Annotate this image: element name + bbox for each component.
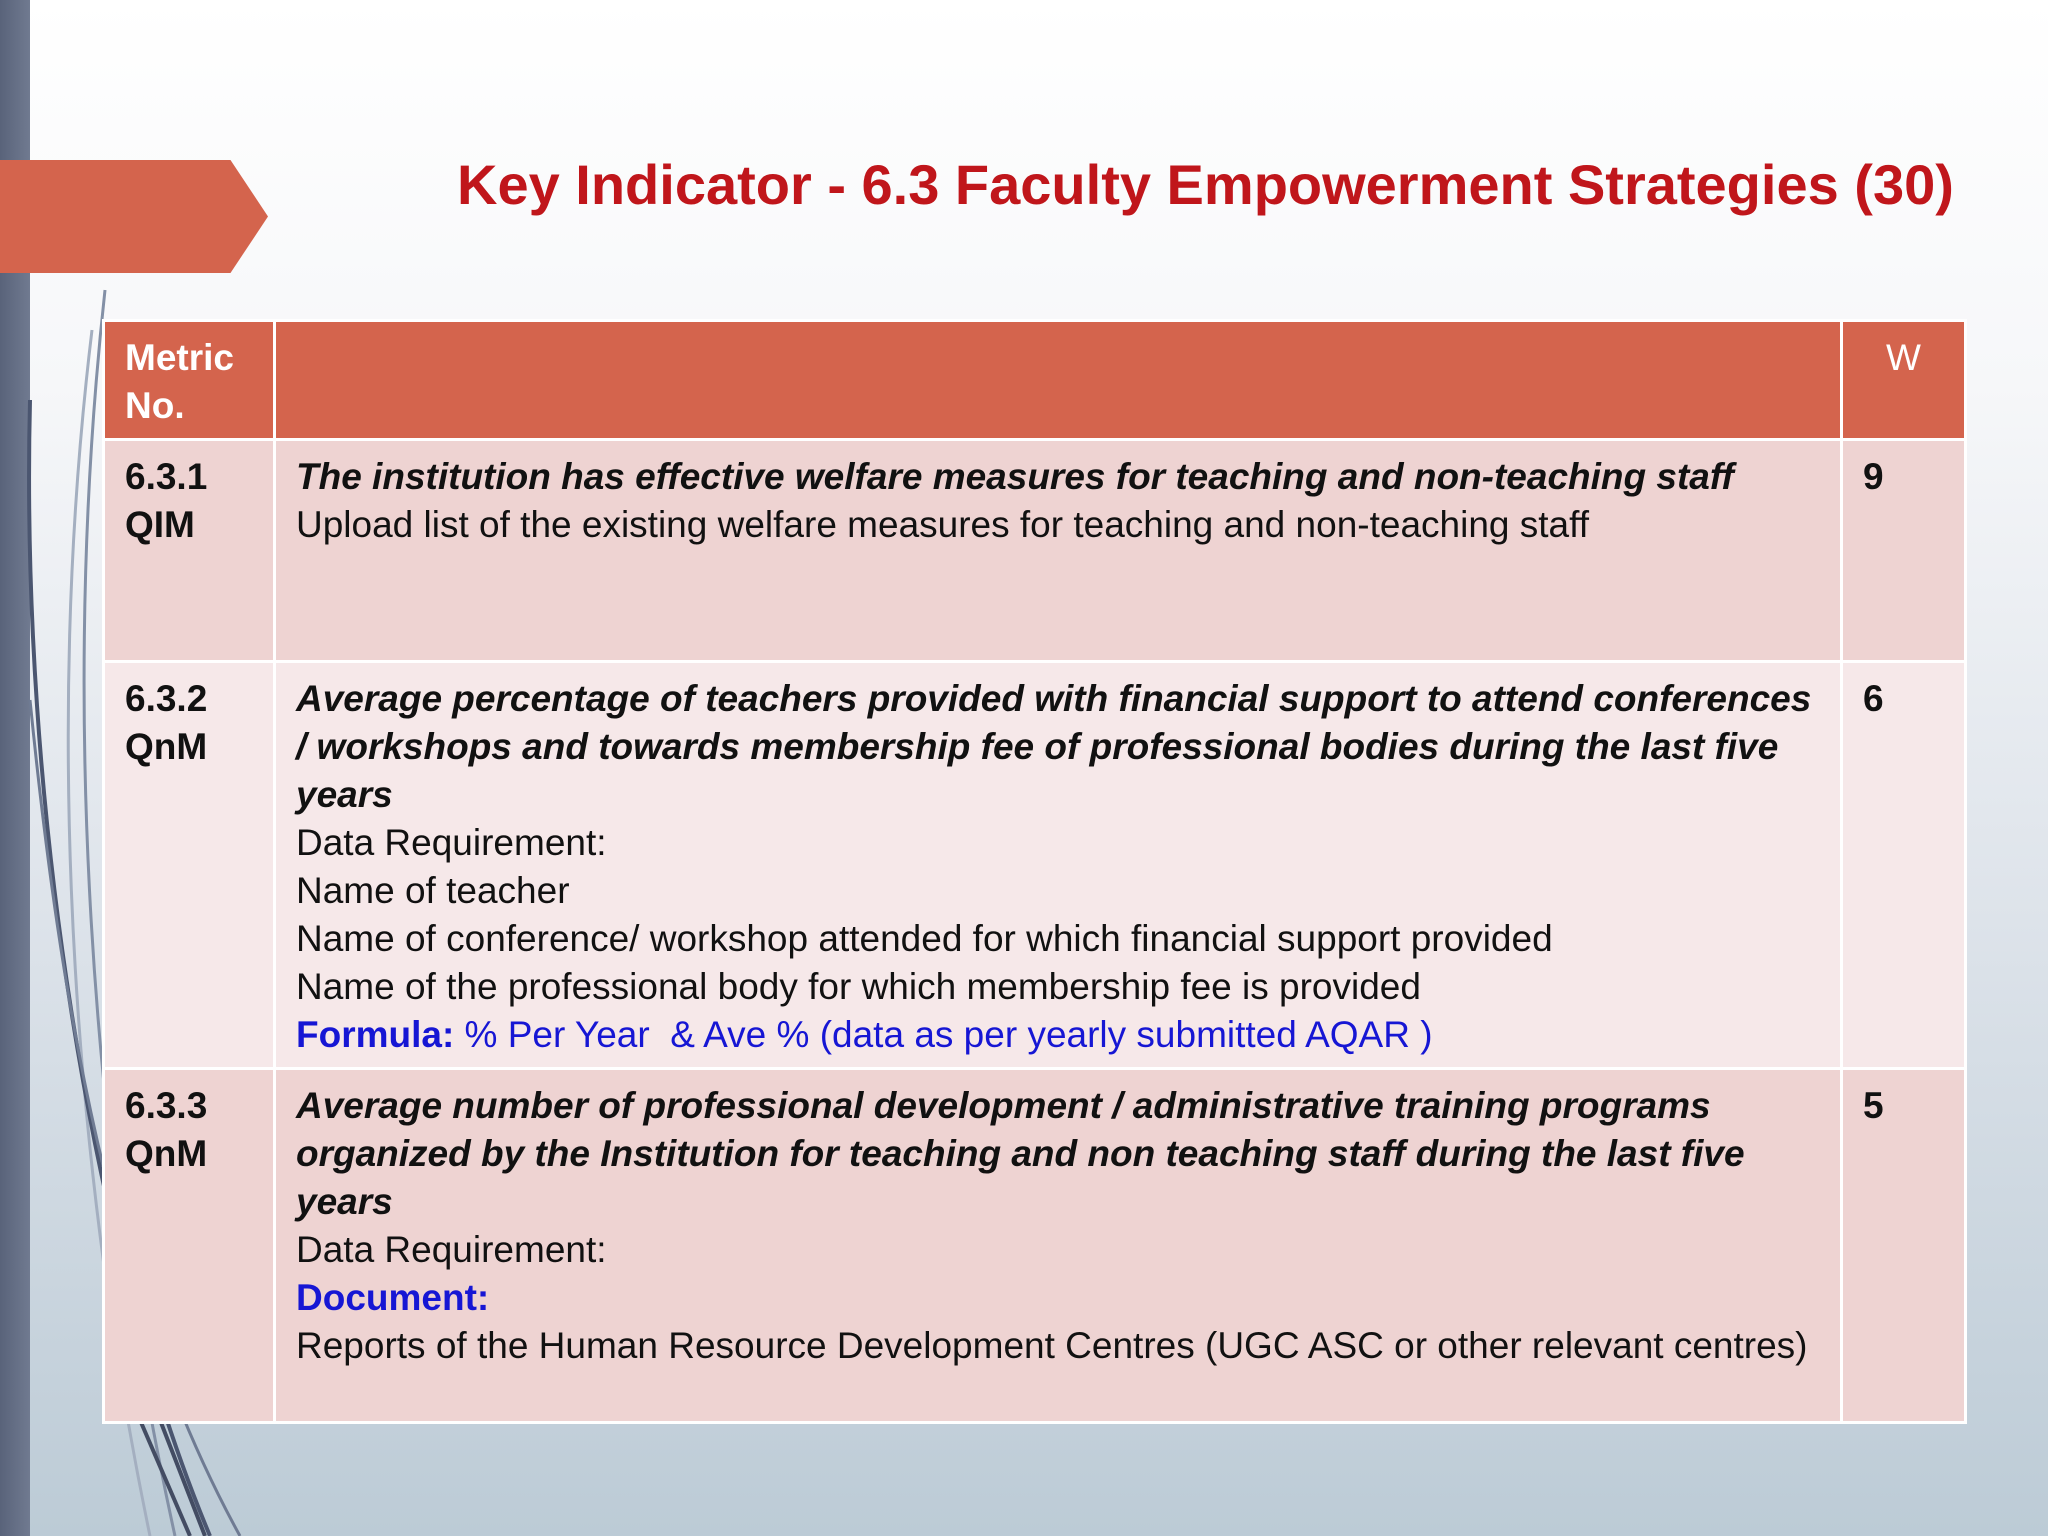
- header-no-label: No.: [125, 385, 185, 426]
- metric-title: Average number of professional development / administrative training programs organized by the Institution for teaching and non teaching staff during the last five years: [296, 1085, 1745, 1222]
- metric-number-cell: [104, 440, 275, 662]
- metric-id: 6.3.3: [125, 1085, 208, 1126]
- header-metric-no: [104, 321, 275, 440]
- metric-detail: Name of the professional body for which membership fee is provided: [296, 966, 1421, 1007]
- title-arrow-banner: [0, 160, 268, 273]
- metric-type: QIM: [125, 504, 195, 545]
- formula-text: % Per Year & Ave % (data as per yearly submitted AQAR ): [454, 1014, 1433, 1055]
- metrics-table: [102, 319, 1967, 1424]
- metric-detail: Name of conference/ workshop attended for which financial support provided: [296, 918, 1553, 959]
- metric-description-cell: [275, 440, 1842, 662]
- metric-title: Average percentage of teachers provided with financial support to attend conferences / workshops and towards membership fee of professional bodies during the last five years: [296, 678, 1812, 815]
- metric-detail: Upload list of the existing welfare measures for teaching and non-teaching staff: [296, 504, 1590, 545]
- table-header-row: [104, 321, 1966, 440]
- slide-title: Key Indicator - 6.3 Faculty Empowerment Strategies (30): [457, 153, 1954, 216]
- header-metric-label: Metric: [125, 337, 234, 378]
- metric-weight-cell: 9: [1842, 440, 1966, 662]
- metric-id: 6.3.2: [125, 678, 208, 719]
- formula-label: Formula:: [296, 1014, 455, 1055]
- metric-number-cell: [104, 1069, 275, 1423]
- metric-number-cell: [104, 662, 275, 1069]
- metric-weight-cell: 6: [1842, 662, 1966, 1069]
- metric-weight-cell: 5: [1842, 1069, 1966, 1423]
- metric-description-cell: [275, 662, 1842, 1069]
- metric-detail: Data Requirement:: [296, 822, 607, 863]
- metric-type: QnM: [125, 726, 208, 767]
- metric-id: 6.3.1: [125, 456, 208, 497]
- metric-title: The institution has effective welfare measures for teaching and non-teaching staff: [296, 456, 1734, 497]
- header-weight: W: [1842, 321, 1966, 440]
- metric-description-cell: [275, 1069, 1842, 1423]
- metric-detail: Name of teacher: [296, 870, 570, 911]
- document-label: Document:: [296, 1277, 490, 1318]
- header-description: [275, 321, 1842, 440]
- metric-type: QnM: [125, 1133, 208, 1174]
- metric-detail: Data Requirement:: [296, 1229, 607, 1270]
- document-text: Reports of the Human Resource Development Centres (UGC ASC or other relevant centres): [296, 1325, 1808, 1366]
- table-row: [104, 440, 1966, 662]
- table-row: [104, 662, 1966, 1069]
- formula-line: [296, 1011, 1820, 1059]
- table-row: [104, 1069, 1966, 1423]
